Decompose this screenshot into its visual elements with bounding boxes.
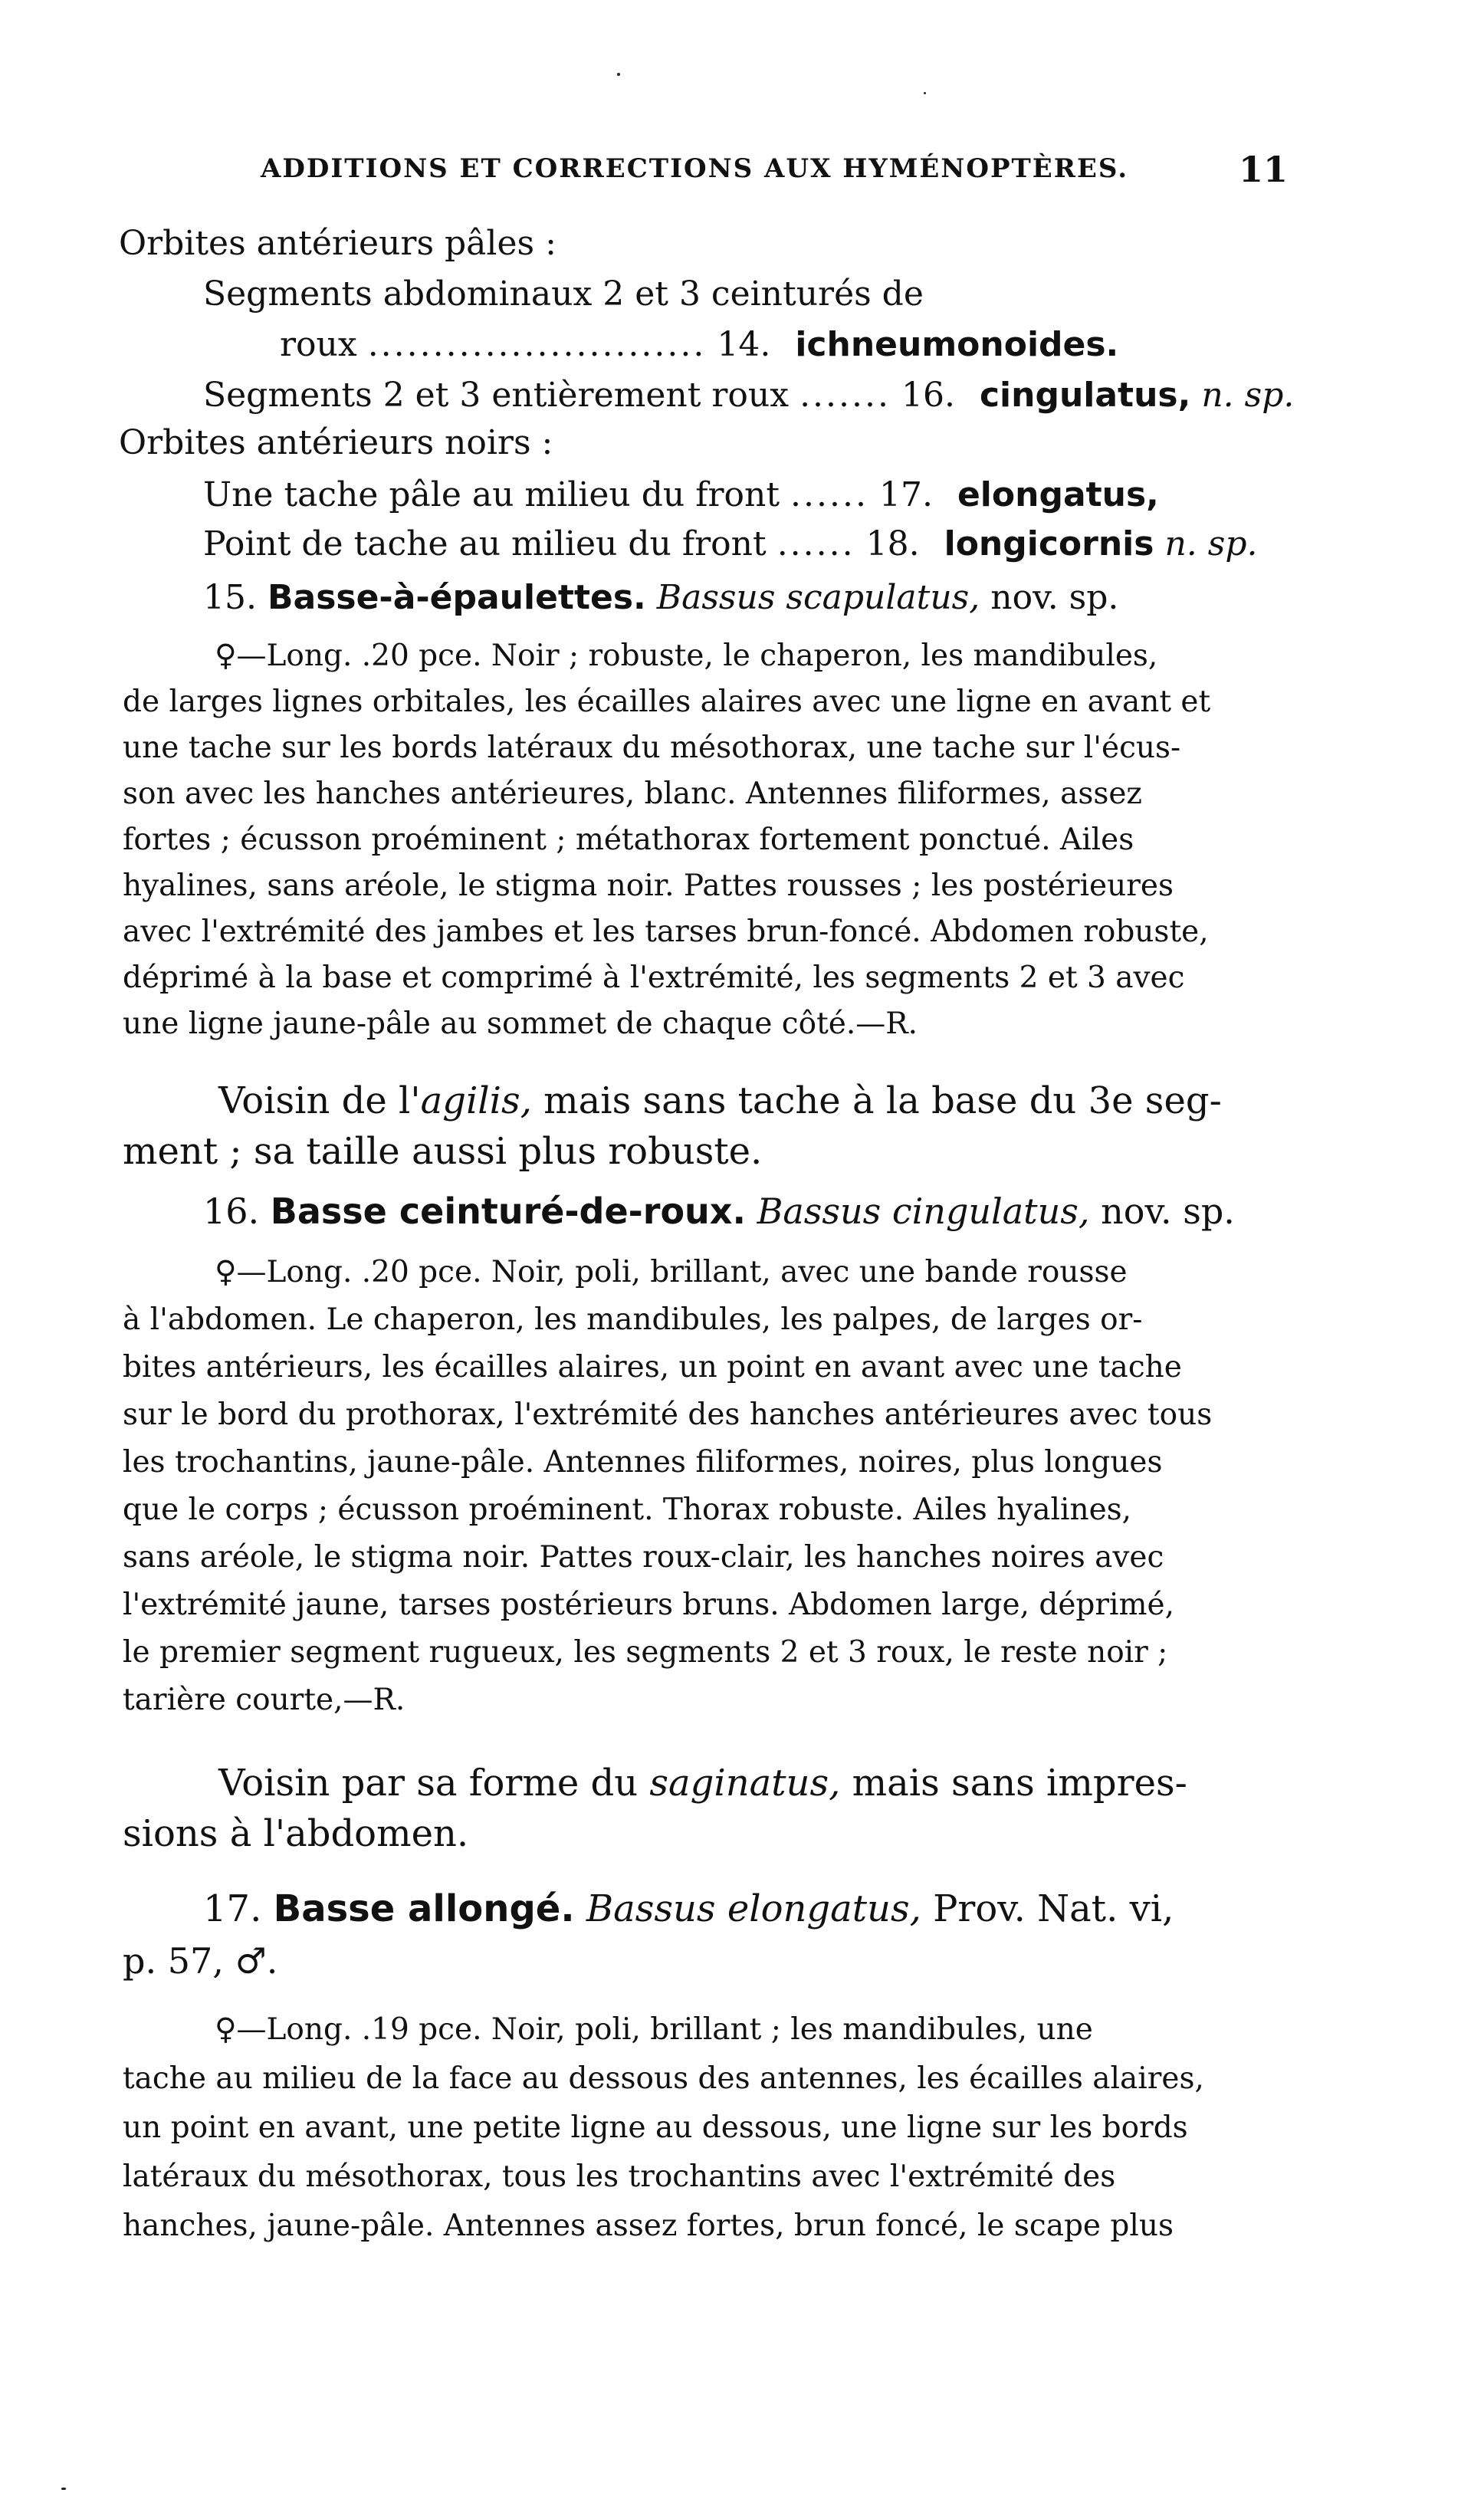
species-number: 17. <box>203 1887 262 1930</box>
speck <box>61 2488 66 2490</box>
description-line: latéraux du mésothorax, tous les trochantins avec l'extrémité des <box>123 2159 1116 2194</box>
leader-dots: .......................... <box>367 325 707 364</box>
species-number: 16. <box>203 1191 260 1232</box>
remark-line: ment ; sa taille aussi plus robuste. <box>123 1130 763 1173</box>
species-heading <box>203 1190 1235 1233</box>
description-line: le premier segment rugueux, les segments 2 et 3 roux, le reste noir ; <box>123 1635 1168 1670</box>
description-line: tarière courte,—R. <box>123 1683 405 1717</box>
remark-text: mais sans impres- <box>840 1762 1187 1805</box>
species-latin-name: Bassus scapulatus, <box>656 578 980 617</box>
description-line: une tache sur les bords latéraux du mésothorax, une tache sur l'écus- <box>123 731 1181 765</box>
description-line: de larges lignes orbitales, les écailles alaires avec une ligne en avant et <box>123 685 1211 719</box>
page-number: 11 <box>1238 149 1288 190</box>
description-line: tache au milieu de la face au dessous des antennes, les écailles alaires, <box>123 2061 1204 2096</box>
description-line: son avec les hanches antérieures, blanc. Antennes filiformes, assez <box>123 777 1142 811</box>
description-line: ♀—Long. .19 pce. Noir, poli, brillant ; les mandibules, une <box>215 2012 1093 2047</box>
leader-dots: ....... <box>799 376 891 415</box>
remark-text: Voisin de l' <box>218 1079 421 1122</box>
key-entry <box>280 324 1118 366</box>
species-status: nov. sp. <box>990 578 1119 617</box>
running-header <box>261 149 1288 199</box>
remark-line: sions à l'abdomen. <box>123 1812 469 1855</box>
key-line: Segments abdominaux 2 et 3 ceinturés de <box>203 274 924 314</box>
species-common-name: Basse allongé. <box>273 1887 575 1930</box>
new-species-note: n. sp. <box>1201 376 1295 415</box>
remark-species: agilis, <box>420 1079 532 1122</box>
description-line: une ligne jaune-pâle au sommet de chaque côté.—R. <box>123 1007 918 1041</box>
remark-text: mais sans tache à la base du 3e seg- <box>531 1079 1222 1122</box>
description-line: un point en avant, une petite ligne au dessous, une ligne sur les bords <box>123 2110 1188 2145</box>
description-line: les trochantins, jaune-pâle. Antennes filiformes, noires, plus longues <box>123 1445 1163 1480</box>
species-status: nov. sp. <box>1101 1191 1235 1232</box>
description-line: avec l'extrémité des jambes et les tarses brun-foncé. Abdomen robuste, <box>123 915 1209 949</box>
description-line: l'extrémité jaune, tarses postérieurs bruns. Abdomen large, déprimé, <box>123 1588 1174 1622</box>
species-name: ichneumonoides. <box>795 325 1119 364</box>
species-heading <box>203 576 1118 619</box>
key-text: Segments 2 et 3 entièrement roux <box>203 376 790 415</box>
species-name: cingulatus, <box>979 376 1191 415</box>
key-heading-orbites-pales: Orbites antérieurs pâles : <box>119 224 556 263</box>
description-line: fortes ; écusson proéminent ; métathorax fortement ponctué. Ailes <box>123 823 1134 857</box>
species-reference-cont: p. 57, ♂. <box>123 1940 278 1982</box>
species-number: 15. <box>203 578 257 617</box>
speck <box>924 92 926 94</box>
description-line: ♀—Long. .20 pce. Noir, poli, brillant, avec une bande rousse <box>215 1255 1128 1289</box>
key-entry <box>203 474 1159 517</box>
description-line: hyalines, sans aréole, le stigma noir. Pattes rousses ; les postérieures <box>123 869 1174 903</box>
speck <box>617 73 620 76</box>
description-line: hanches, jaune-pâle. Antennes assez fortes, brun foncé, le scape plus <box>123 2209 1174 2243</box>
remark-species: saginatus, <box>649 1762 841 1805</box>
species-common-name: Basse ceinturé-de-roux. <box>270 1191 746 1232</box>
key-text: roux <box>280 325 357 364</box>
species-latin-name: Bassus cingulatus, <box>757 1191 1090 1232</box>
species-number: 14. <box>717 325 771 364</box>
description-line: déprimé à la base et comprimé à l'extrémité, les segments 2 et 3 avec <box>123 961 1185 995</box>
species-number: 18. <box>865 524 920 563</box>
key-heading-orbites-noirs: Orbites antérieurs noirs : <box>119 423 553 462</box>
new-species-note: n. sp. <box>1164 524 1258 563</box>
species-name: elongatus, <box>957 475 1159 514</box>
description-line: sur le bord du prothorax, l'extrémité des hanches antérieures avec tous <box>123 1398 1213 1432</box>
key-text: Une tache pâle au milieu du front <box>203 475 780 514</box>
description-line: à l'abdomen. Le chaperon, les mandibules, les palpes, de larges or- <box>123 1302 1143 1337</box>
description-line: ♀—Long. .20 pce. Noir ; robuste, le chaperon, les mandibules, <box>215 639 1158 673</box>
description-line: que le corps ; écusson proéminent. Thorax robuste. Ailes hyalines, <box>123 1493 1132 1527</box>
remark-line <box>218 1762 1187 1805</box>
remark-text: Voisin par sa forme du <box>218 1762 650 1805</box>
description-line: bites antérieurs, les écailles alaires, un point en avant avec une tache <box>123 1350 1182 1384</box>
species-number: 17. <box>878 475 933 514</box>
leader-dots: ...... <box>776 524 855 563</box>
species-common-name: Basse-à-épaulettes. <box>267 578 646 617</box>
species-heading <box>203 1887 1174 1930</box>
species-number: 16. <box>901 376 955 415</box>
species-latin-name: Bassus elongatus, <box>586 1887 921 1930</box>
running-title: ADDITIONS ET CORRECTIONS AUX HYMÉNOPTÈRES. <box>261 153 1129 184</box>
species-name: longicornis <box>944 524 1154 563</box>
key-entry <box>203 523 1257 566</box>
description-line: sans aréole, le stigma noir. Pattes roux-clair, les hanches noires avec <box>123 1540 1164 1575</box>
species-reference: Prov. Nat. vi, <box>933 1887 1174 1930</box>
key-entry <box>203 374 1294 417</box>
leader-dots: ...... <box>790 475 868 514</box>
key-text: Point de tache au milieu du front <box>203 524 767 563</box>
remark-line <box>218 1079 1222 1122</box>
